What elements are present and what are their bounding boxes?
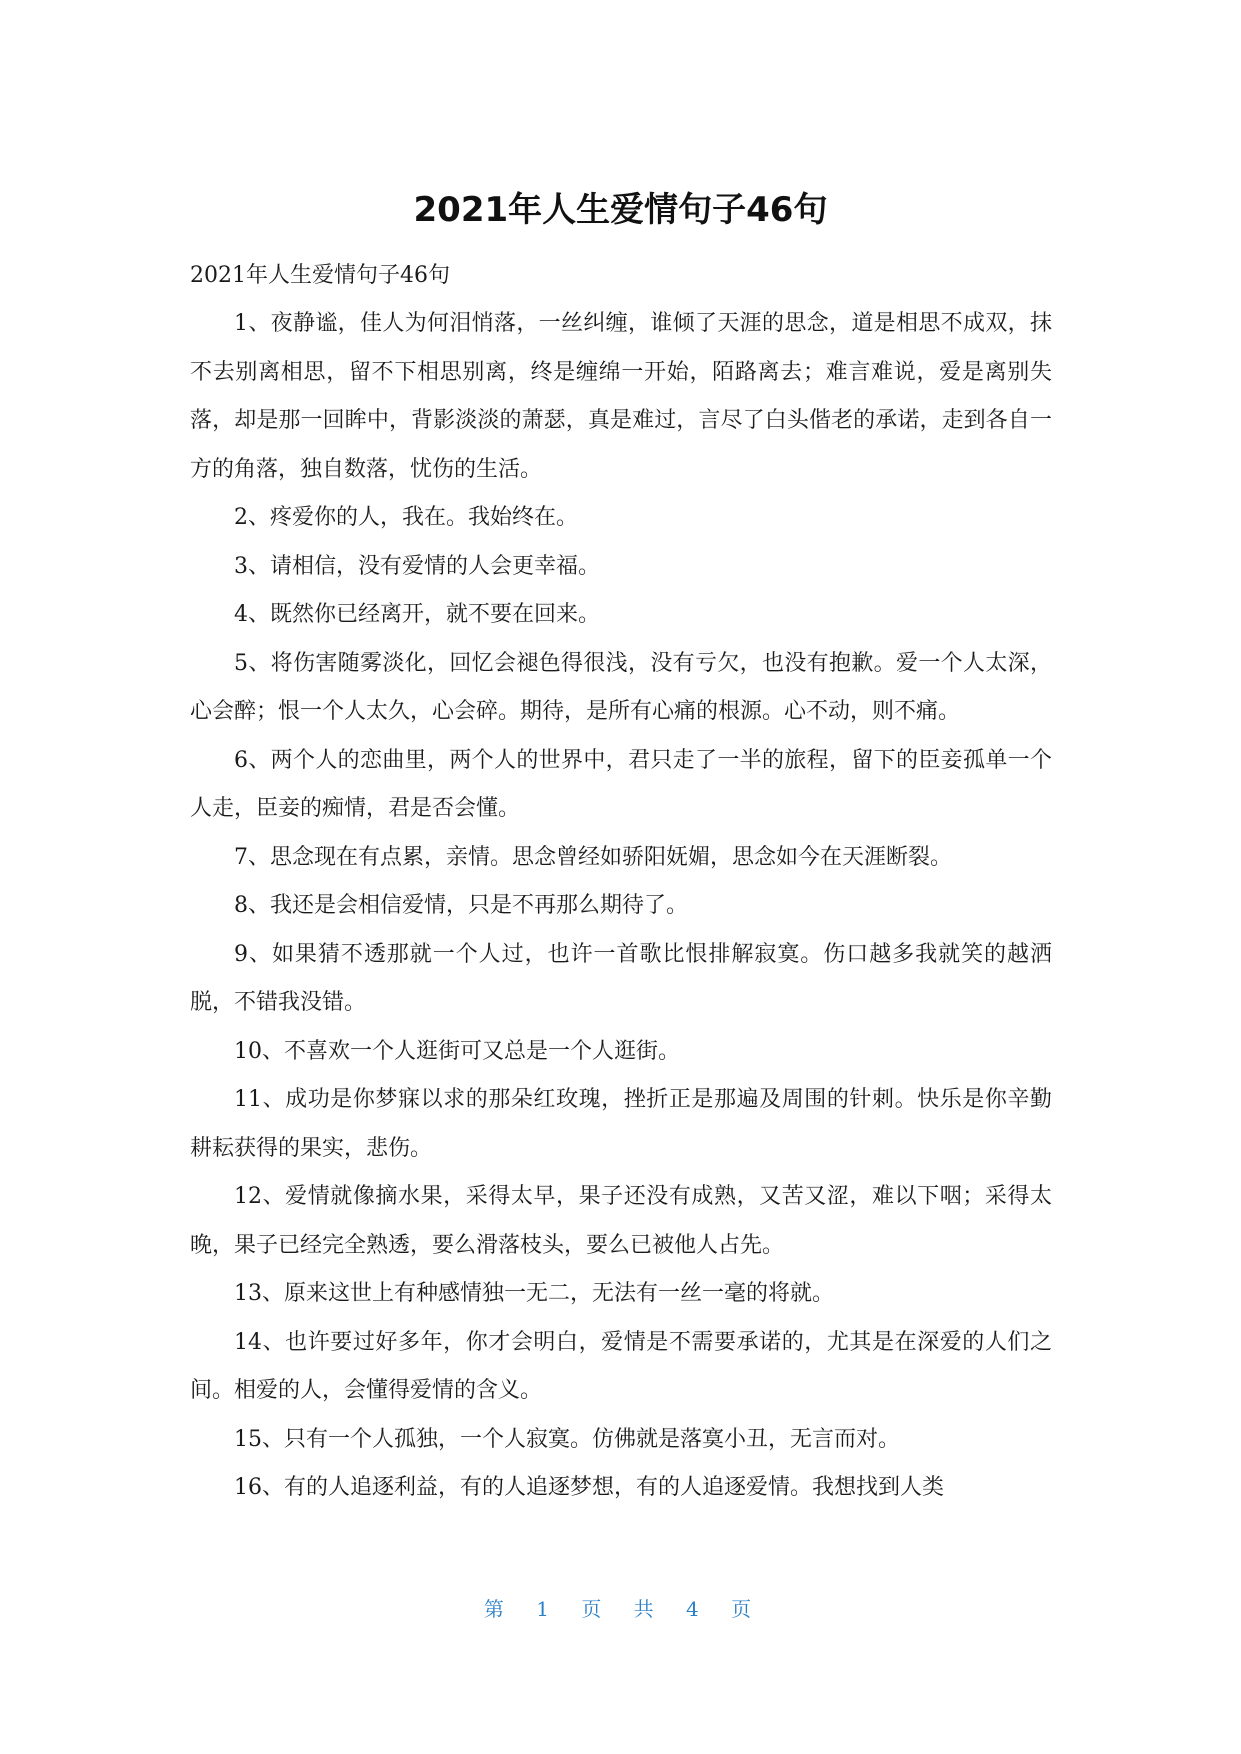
paragraph: 6、两个人的恋曲里，两个人的世界中，君只走了一半的旅程，留下的臣妾孤单一个人走，臣妾的痴情，君是否会懂。	[190, 747, 1052, 821]
paragraph: 14、也许要过好多年，你才会明白，爱情是不需要承诺的，尤其是在深爱的人们之间。相爱的人，会懂得爱情的含义。	[190, 1329, 1052, 1403]
page-number-footer: 第 1 页 共 4 页	[483, 1597, 758, 1621]
document-subtitle: 2021年人生爱情句子46句	[190, 263, 450, 288]
document-body	[190, 252, 1052, 1513]
paragraph: 11、成功是你梦寐以求的那朵红玫瑰，挫折正是那遍及周围的针刺。快乐是你辛勤耕耘获得的果实，悲伤。	[190, 1087, 1052, 1161]
paragraph: 12、爱情就像摘水果，采得太早，果子还没有成熟，又苦又涩，难以下咽；采得太晚，果子已经完全熟透，要么滑落枝头，要么已被他人占先。	[190, 1184, 1052, 1258]
paragraph: 13、原来这世上有种感情独一无二，无法有一丝一毫的将就。	[234, 1281, 834, 1306]
paragraph: 10、不喜欢一个人逛街可又总是一个人逛街。	[234, 1038, 680, 1064]
paragraph: 4、既然你已经离开，就不要在回来。	[234, 602, 600, 627]
paragraph: 2、疼爱你的人，我在。我始终在。	[234, 505, 578, 530]
paragraph: 8、我还是会相信爱情，只是不再那么期待了。	[234, 893, 688, 918]
document-title: 2021年人生爱情句子46句	[413, 190, 828, 230]
paragraph: 7、思念现在有点累，亲情。思念曾经如骄阳妩媚，思念如今在天涯断裂。	[234, 844, 952, 870]
paragraph: 9、如果猜不透那就一个人过，也许一首歌比恨排解寂寞。伤口越多我就笑的越洒脱，不错我没错。	[190, 941, 1052, 1015]
paragraph: 5、将伤害随雾淡化，回忆会褪色得很浅，没有亏欠，也没有抱歉。爱一个人太深，心会醉；恨一个人太久，心会碎。期待，是所有心痛的根源。心不动，则不痛。	[190, 650, 1052, 724]
paragraph: 3、请相信，没有爱情的人会更幸福。	[234, 553, 600, 579]
paragraph: 1、夜静谧，佳人为何泪悄落，一丝纠缠，谁倾了天涯的思念，道是相思不成双，抹不去别离相思，留不下相思别离，终是缠绵一开始，陌路离去；难言难说，爱是离别失落，却是那一回眸中，背影淡淡的萧瑟，真是难过，言尽了白头偕老的承诺，走到各自一方的角落，独自数落，忧伤的生活。	[190, 311, 1052, 482]
paragraph: 16、有的人追逐利益，有的人追逐梦想，有的人追逐爱情。我想找到人类	[234, 1475, 944, 1500]
paragraph: 15、只有一个人孤独，一个人寂寞。仿佛就是落寞小丑，无言而对。	[234, 1426, 900, 1452]
